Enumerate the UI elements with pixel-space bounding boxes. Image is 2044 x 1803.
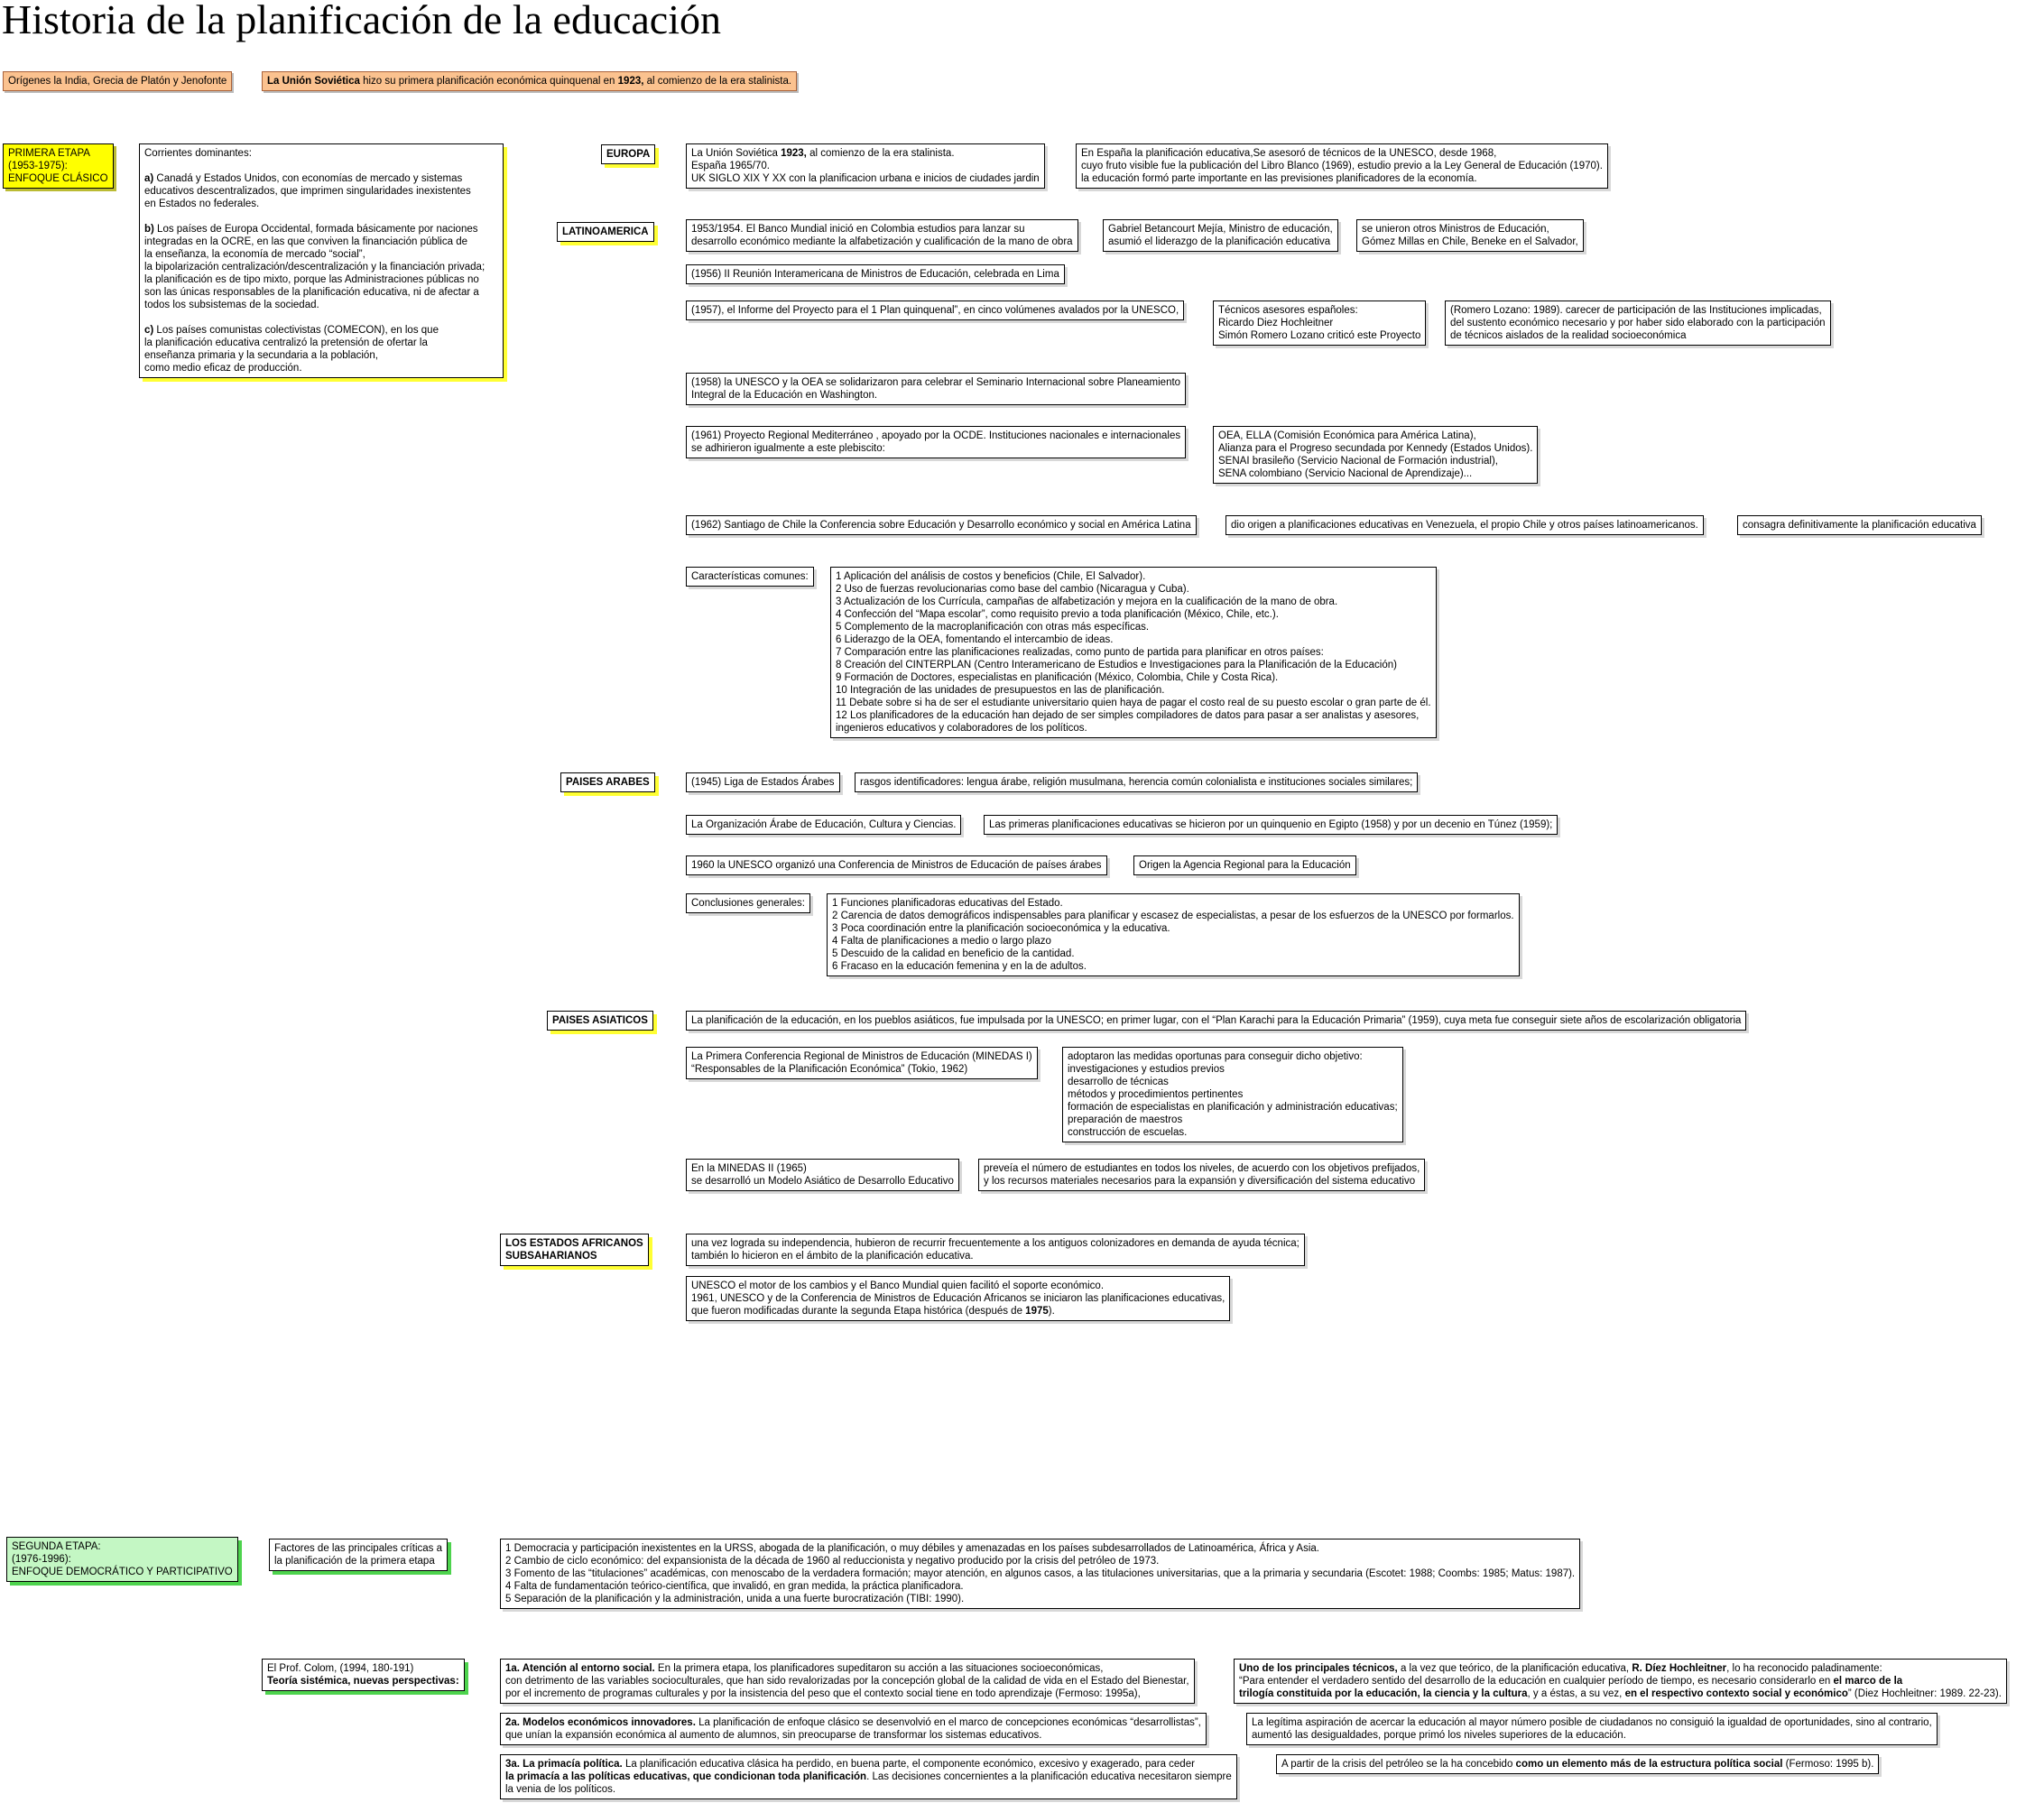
region-africa: LOS ESTADOS AFRICANOS SUBSAHARIANOS: [500, 1234, 649, 1266]
list-item: 5 Separación de la planificación y la administración, unida a una fuerte burocratización (TIBI: 1990).: [505, 1594, 965, 1604]
asia-prevenia-box: preveía el número de estudiantes en todos los niveles, de acuerdo con los objetivos prefijados, y los recursos materiales necesarios para la expansión y diversificación del sistema educativo: [978, 1159, 1425, 1191]
origins-box: Orígenes la India, Grecia de Platón y Jenofonte: [3, 71, 232, 91]
latam-lima-box: (1956) II Reunión Interamericana de Ministros de Educación, celebrada en Lima: [686, 264, 1065, 284]
stage2-label: SEGUNDA ETAPA: (1976-1996): ENFOQUE DEMOCRÁTICO Y PARTICIPATIVO: [6, 1537, 238, 1582]
stage2-p3b-box: A partir de la crisis del petróleo se la ha concebido como un elemento más de la estructura política social (Fermoso: 1995 b).: [1276, 1754, 1879, 1774]
asia-medidas-box: adoptaron las medidas oportunas para conseguir dicho objetivo: investigaciones y estudios previos desarrollo de técnicas métodos y procedimientos pertinentes formación de especialistas en planificación y administración educativas; preparación de maestros construcción de escuelas.: [1062, 1047, 1403, 1142]
list-item: 2 Cambio de ciclo económico: del expansionista de la década de 1960 al reduccionista y negativo producido por la crisis del petróleo de 1973.: [505, 1556, 1160, 1567]
arabes-conclusiones-label: Conclusiones generales:: [686, 893, 810, 913]
latam-informe-box: (1957), el Informe del Proyecto para el 1 Plan quinquenal”, en cinco volúmenes avalados por la UNESCO,: [686, 300, 1184, 320]
list-item: 3 Poca coordinación entre la planificación socioeconómica y la educativa.: [832, 923, 1170, 934]
list-item: 6 Liderazgo de la OEA, fomentando el intercambio de ideas.: [836, 634, 1114, 645]
stage2-p1a-box: 1a. Atención al entorno social. En la primera etapa, los planificadores supeditaron su acción a las situaciones socioeconómicas, con detrimento de las variables socioculturales, que han sido revalorizadas por la concepción global de la calidad de vida en el Estado del Bienestar, por el incremento de programas culturales y por la insistencia del peso que el contexto social tiene en todo aprendizaje (Fermoso: 1995a),: [500, 1659, 1195, 1704]
stage1-label: PRIMERA ETAPA (1953-1975): ENFOQUE CLÁSICO: [3, 143, 114, 189]
stage2-p1b-box: Uno de los principales técnicos, a la vez que teórico, de la planificación educativa, R. Díez Hochleitner, lo ha reconocido paladinamente: “Para entender el verdadero sentido del desarrollo de la educación en cualquier período de tiempo, es necesario considerarlo en el marco de la trilogía constituida por la educación, la ciencia y la cultura, y a éstas, a su vez, en el respectivo contexto social y económico” (Diez Hochleitner: 1989. 22-23).: [1234, 1659, 2007, 1704]
stage2-p2b-box: La legítima aspiración de acercar la educación al mayor número posible de ciudadanos no consiguió la igualdad de oportunidades, sino al contrario, aumentó las desigualdades, porque primó los niveles superiores de la educación.: [1246, 1713, 1938, 1745]
latam-banco-mundial-box: 1953/1954. El Banco Mundial inició en Colombia estudios para lanzar su desarrollo económico mediante la alfabetización y cualificación de la mano de obra: [686, 219, 1078, 252]
list-item: ingenieros educativos y colaboradores de los políticos.: [836, 723, 1087, 734]
latam-mediterraneo-box: (1961) Proyecto Regional Mediterráneo , apoyado por la OCDE. Instituciones nacionales e internacionales se adhirieron igualmente a este plebiscito:: [686, 426, 1186, 458]
list-item: 1 Democracia y participación inexistentes en la URSS, abogada de la planificación, o muy débiles y amenazadas en los países subdesarrollados de Latinoamérica, África y Asia.: [505, 1543, 1319, 1554]
latam-origen-box: dio origen a planificaciones educativas en Venezuela, el propio Chile y otros países latinoamericanos.: [1225, 515, 1704, 535]
arabes-organizacion-box: La Organización Árabe de Educación, Cultura y Ciencias.: [686, 815, 961, 835]
list-item: 3 Actualización de los Currícula, campañas de alfabetización y mejora en la cualificación de la mano de obra.: [836, 596, 1338, 607]
arabes-rasgos-box: rasgos identificadores: lengua árabe, religión musulmana, herencia común colonialista e instituciones sociales similares;: [855, 772, 1418, 792]
arabes-conferencia-box: 1960 la UNESCO organizó una Conferencia de Ministros de Educación de países árabes: [686, 855, 1107, 875]
list-item: 1 Funciones planificadoras educativas del Estado.: [832, 898, 1063, 909]
arabes-agencia-box: Origen la Agencia Regional para la Educación: [1133, 855, 1356, 875]
currents-box: Corrientes dominantes: a) Canadá y Estados Unidos, con economías de mercado y sistemas educativos descentralizados, que imprimen singularidades inexistentes en Estados no federales. b) Los países de Europa Occidental, formada básicamente por naciones integradas en la OCRE, en las que conviven la financiación pública de la enseñanza, la economía de mercado “social”, la bipolarización centralización/descentralización y la financiación privada; la planificación es de tipo mixto, porque las Administraciones públicas no son las únicas responsables de la planificación educativa, ni de afectar a todos los subsistemas de la sociedad. c) Los países comunistas colectivistas (COMECON), en los que la planificación educativa centralizó la pretensión de ofertar la enseñanza primaria y la secundaria a la población, como medio eficaz de producción.: [139, 143, 504, 378]
region-paises-asiaticos: PAISES ASIATICOS: [547, 1011, 653, 1031]
ussr-box: La Unión Soviética hizo su primera planificación económica quinquenal en 1923, al comienzo de la era stalinista.: [262, 71, 797, 91]
list-item: 5 Complemento de la macroplanificación con otras más específicas.: [836, 622, 1150, 633]
latam-romero-box: (Romero Lozano: 1989). carecer de participación de las Instituciones implicadas, del sustento económico necesario y por haber sido elaborado con la participación de técnicos aislados de la realidad socioeconómica: [1445, 300, 1831, 346]
latam-santiago-box: (1962) Santiago de Chile la Conferencia sobre Educación y Desarrollo económico y social en América Latina: [686, 515, 1197, 535]
stage2-p3a-box: 3a. La primacía política. La planificación educativa clásica ha perdido, en buena parte, el componente económico, excesivo y exagerado, para ceder la primacía a las políticas educativas, que condicionan toda planificación. Las decisiones concernientes a la planificación educativa necesitaron siempre la venia de los políticos.: [500, 1754, 1237, 1799]
africa-independencia-box: una vez lograda su independencia, hubieron de recurrir frecuentemente a los antiguos colonizadores en demanda de ayuda técnica; también lo hicieron en el ámbito de la planificación educativa.: [686, 1234, 1305, 1266]
europa-spain-box: En España la planificación educativa,Se asesoró de técnicos de la UNESCO, desde 1968, cuyo fruto visible fue la publicación del Libro Blanco (1969), estudio previo a la Ley General de Educación (1970). la educación formó parte importante en las previsiones planificadores de la economía.: [1076, 143, 1608, 189]
list-item: 10 Integración de las unidades de presupuestos en las de planificación.: [836, 685, 1165, 696]
list-item: 1 Aplicación del análisis de costos y beneficios (Chile, El Salvador).: [836, 571, 1146, 582]
arabes-primeras-box: Las primeras planificaciones educativas se hicieron por un quinquenio en Egipto (1958) y por un decenio en Túnez (1959);: [984, 815, 1558, 835]
latam-washington-box: (1958) la UNESCO y la OEA se solidarizaron para celebrar el Seminario Internacional sobre Planeamiento Integral de la Educación en Washington.: [686, 373, 1186, 405]
region-europa: EUROPA: [601, 144, 655, 164]
latam-consagra-box: consagra definitivamente la planificación educativa: [1737, 515, 1982, 535]
list-item: 4 Confección del “Mapa escolar”, como requisito previo a toda planificación (México, Chile, etc.).: [836, 609, 1279, 620]
list-item: 6 Fracaso en la educación femenina y en la de adultos.: [832, 961, 1087, 972]
region-latinoamerica: LATINOAMERICA: [557, 222, 654, 242]
list-item: 5 Descuido de la calidad en beneficio de la cantidad.: [832, 948, 1075, 959]
europa-ussr-box: La Unión Soviética 1923, al comienzo de la era stalinista. España 1965/70. UK SIGLO XIX Y XX con la planificacion urbana e inicios de ciudades jardin: [686, 143, 1045, 189]
list-item: 2 Carencia de datos demográficos indispensables para planificar y escasez de especialistas, a pesar de los esfuerzos de la UNESCO por formarlos.: [832, 911, 1514, 921]
list-item: 7 Comparación entre las planificaciones realizadas, como punto de partida para planificar en otros países:: [836, 647, 1324, 658]
africa-unesco-box: UNESCO el motor de los cambios y el Banco Mundial quien facilitó el soporte económico. 1961, UNESCO y de la Conferencia de Ministros de Educación Africanos se iniciaron las planificaciones educativas, que fueron modificadas durante la segunda Etapa histórica (después de 1975).: [686, 1276, 1230, 1321]
asia-karachi-box: La planificación de la educación, en los pueblos asiáticos, fue impulsada por la UNESCO; en primer lugar, con el “Plan Karachi para la Educación Primaria” (1959), cuya meta fue conseguir siete años de escolarización obligatoria: [686, 1011, 1746, 1031]
arabes-conclusiones-list: [827, 893, 1520, 976]
arabes-liga-box: (1945) Liga de Estados Árabes: [686, 772, 840, 792]
stage2-colom-box: El Prof. Colom, (1994, 180-191) Teoría sistémica, nuevas perspectivas:: [262, 1659, 465, 1691]
stage2-p2a-box: 2a. Modelos económicos innovadores. La planificación de enfoque clásico se desenvolvió en el marco de concepciones económicas “desarrollistas”, que unían la expansión económica al aumento de alumnos, sin preocuparse de transformar los sistemas educativos.: [500, 1713, 1207, 1745]
list-item: 3 Fomento de las “titulaciones” académicas, con menoscabo de la verdadera formación; mayor atención, en algunos casos, a las titulaciones universitarias, que a la primaria y secundaria (Escotet: 1988; Coombs: 1985; Matus: 1987).: [505, 1568, 1576, 1579]
latam-betancourt-box: Gabriel Betancourt Mejía, Ministro de educación, asumió el liderazgo de la planificación educativa: [1103, 219, 1338, 252]
list-item: 12 Los planificadores de la educación han dejado de ser simples compiladores de datos para pasar a ser analistas y asesores,: [836, 710, 1420, 721]
page-title: Historia de la planificación de la educación: [2, 0, 721, 42]
list-item: 11 Debate sobre si ha de ser el estudiante universitario quien haya de pagar el costo real de su puesto escolar o gran parte de él.: [836, 698, 1431, 708]
stage2-factores-box: Factores de las principales críticas a la planificación de la primera etapa: [269, 1539, 448, 1571]
latam-oea-box: OEA, ELLA (Comisión Económica para América Latina), Alianza para el Progreso secundada por Kennedy (Estados Unidos). SENAI brasileño (Servicio Nacional de Formación industrial), SENA colombiano (Servicio Nacional de Aprendizaje)...: [1213, 426, 1538, 484]
list-item: 9 Formación de Doctores, especialistas en planificación (México, Colombia, Chile y Costa Rica).: [836, 672, 1279, 683]
latam-caracteristicas-list: [830, 567, 1437, 738]
asia-minedas1-box: La Primera Conferencia Regional de Ministros de Educación (MINEDAS I) “Responsables de la Planificación Económica” (Tokio, 1962): [686, 1047, 1038, 1079]
list-item: 2 Uso de fuerzas revolucionarias como base del cambio (Nicaragua y Cuba).: [836, 584, 1189, 595]
latam-caracteristicas-label: Características comunes:: [686, 567, 814, 587]
list-item: 4 Falta de fundamentación teórico-científica, que invalidó, en gran medida, la práctica planificadora.: [505, 1581, 964, 1592]
stage2-criticas-list: [500, 1539, 1580, 1609]
asia-minedas2-box: En la MINEDAS II (1965) se desarrolló un Modelo Asiático de Desarrollo Educativo: [686, 1159, 959, 1191]
region-paises-arabes: PAISES ARABES: [560, 772, 655, 792]
list-item: 8 Creación del CINTERPLAN (Centro Interamericano de Estudios e Investigaciones para la Planificación de la Educación): [836, 660, 1397, 670]
latam-ministros-box: se unieron otros Ministros de Educación, Gómez Millas en Chile, Beneke en el Salvador,: [1356, 219, 1584, 252]
list-item: 4 Falta de planificaciones a medio o largo plazo: [832, 936, 1051, 947]
latam-tecnicos-box: Técnicos asesores españoles: Ricardo Diez Hochleitner Simón Romero Lozano criticó este Proyecto: [1213, 300, 1426, 346]
